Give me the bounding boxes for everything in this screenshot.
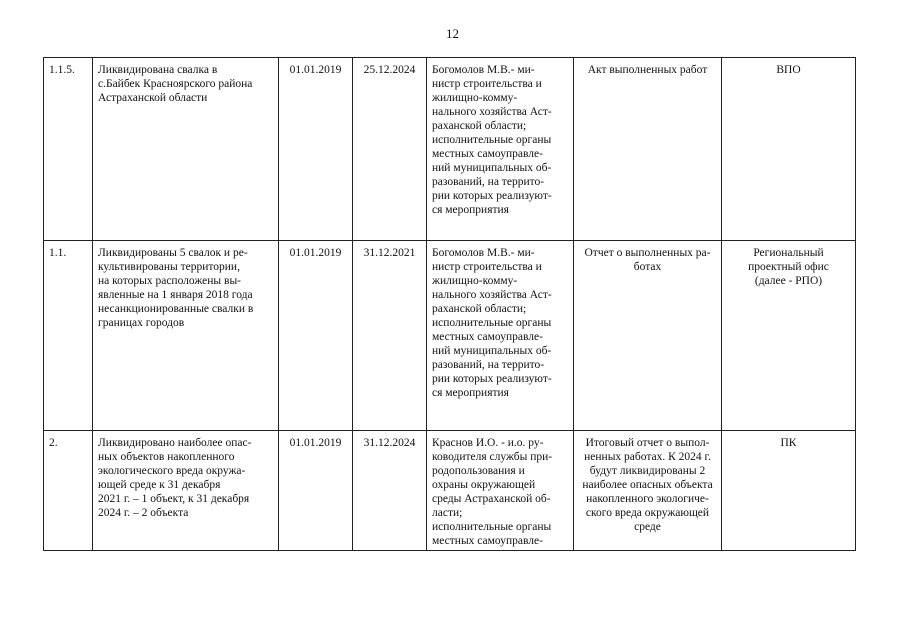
text-line: исполнительные органы bbox=[432, 134, 552, 146]
cell-start-date: 01.01.2019 bbox=[279, 58, 353, 241]
cell-responsible-text bbox=[432, 63, 568, 217]
cell-number: 1.1.5. bbox=[44, 58, 93, 241]
cell-level-text bbox=[727, 63, 850, 77]
cell-end-date: 31.12.2021 bbox=[353, 241, 427, 431]
cell-level bbox=[722, 431, 856, 551]
text-line: экологического вреда окружа- bbox=[98, 465, 246, 477]
cell-responsible-text bbox=[432, 246, 568, 400]
text-line: границах городов bbox=[98, 317, 185, 329]
text-line: местных самоуправле- bbox=[432, 535, 543, 547]
cell-result-text bbox=[579, 436, 716, 534]
table-row bbox=[44, 431, 856, 551]
cell-number: 1.1. bbox=[44, 241, 93, 431]
text-line: культивированы территории, bbox=[98, 261, 240, 273]
text-line: 2024 г. – 2 объекта bbox=[98, 507, 189, 519]
text-line: Ликвидированы 5 свалок и ре- bbox=[98, 247, 248, 259]
text-line: Региональный bbox=[753, 247, 824, 259]
text-line: проектный офис bbox=[748, 261, 829, 273]
text-line: нистр строительства и bbox=[432, 261, 542, 273]
text-line: рии которых реализуют- bbox=[432, 190, 552, 202]
text-line: жилищно-комму- bbox=[432, 92, 518, 104]
cell-level bbox=[722, 241, 856, 431]
text-line: раханской области; bbox=[432, 303, 527, 315]
text-line: Богомолов М.В.- ми- bbox=[432, 247, 535, 259]
text-line: на которых расположены вы- bbox=[98, 275, 242, 287]
text-line: рии которых реализуют- bbox=[432, 373, 552, 385]
cell-level-text bbox=[727, 246, 850, 288]
cell-level bbox=[722, 58, 856, 241]
text-line: исполнительные органы bbox=[432, 521, 552, 533]
cell-description bbox=[93, 241, 279, 431]
cell-result bbox=[574, 58, 722, 241]
text-line: нального хозяйства Аст- bbox=[432, 106, 552, 118]
text-line: с.Байбек Красноярского района bbox=[98, 78, 253, 90]
text-line: ласти; bbox=[432, 507, 463, 519]
cell-description-text bbox=[98, 63, 273, 105]
text-line: нального хозяйства Аст- bbox=[432, 289, 552, 301]
table-row bbox=[44, 58, 856, 241]
cell-description-text bbox=[98, 436, 273, 520]
text-line: среде bbox=[634, 521, 661, 533]
cell-start-date: 01.01.2019 bbox=[279, 241, 353, 431]
text-line: будут ликвидированы 2 bbox=[589, 465, 706, 477]
text-line: ных объектов накопленного bbox=[98, 451, 235, 463]
text-line: ПК bbox=[780, 437, 797, 449]
text-line: (далее - РПО) bbox=[754, 275, 823, 287]
text-line: ководителя службы при- bbox=[432, 451, 553, 463]
text-line: ющей среде к 31 декабря bbox=[98, 479, 221, 491]
cell-end-date: 25.12.2024 bbox=[353, 58, 427, 241]
cell-result bbox=[574, 431, 722, 551]
cell-description-text bbox=[98, 246, 273, 330]
text-line: охраны окружающей bbox=[432, 479, 536, 491]
plan-table bbox=[43, 57, 856, 551]
cell-end-date: 31.12.2024 bbox=[353, 431, 427, 551]
text-line: разований, на террито- bbox=[432, 176, 545, 188]
text-line: Итоговый отчет о выпол- bbox=[585, 437, 710, 449]
text-line: ся мероприятия bbox=[432, 204, 509, 216]
text-line: накопленного экологиче- bbox=[586, 493, 709, 505]
text-line: раханской области; bbox=[432, 120, 527, 132]
cell-start-date: 01.01.2019 bbox=[279, 431, 353, 551]
text-line: разований, на террито- bbox=[432, 359, 545, 371]
cell-responsible bbox=[427, 431, 574, 551]
text-line: ВПО bbox=[776, 64, 801, 76]
text-line: исполнительные органы bbox=[432, 317, 552, 329]
text-line: ского вреда окружающей bbox=[585, 507, 710, 519]
text-line: явленные на 1 января 2018 года bbox=[98, 289, 253, 301]
text-line: Ликвидировано наиболее опас- bbox=[98, 437, 252, 449]
cell-responsible bbox=[427, 241, 574, 431]
text-line: Астраханской области bbox=[98, 92, 208, 104]
text-line: Краснов И.О. - и.о. ру- bbox=[432, 437, 544, 449]
text-line: родопользования и bbox=[432, 465, 525, 477]
text-line: Ликвидирована свалка в bbox=[98, 64, 218, 76]
cell-responsible bbox=[427, 58, 574, 241]
cell-level-text bbox=[727, 436, 850, 450]
text-line: ся мероприятия bbox=[432, 387, 509, 399]
text-line: нистр строительства и bbox=[432, 78, 542, 90]
text-line: Отчет о выполненных ра- bbox=[584, 247, 711, 259]
text-line: несанкционированные свалки в bbox=[98, 303, 254, 315]
text-line: среды Астраханской об- bbox=[432, 493, 551, 505]
table-row bbox=[44, 241, 856, 431]
cell-result bbox=[574, 241, 722, 431]
cell-result-text bbox=[579, 63, 716, 77]
text-line: местных самоуправле- bbox=[432, 331, 543, 343]
text-line: местных самоуправле- bbox=[432, 148, 543, 160]
cell-description bbox=[93, 431, 279, 551]
cell-number: 2. bbox=[44, 431, 93, 551]
text-line: ний муниципальных об- bbox=[432, 162, 552, 174]
text-line: ботах bbox=[633, 261, 662, 273]
cell-responsible-text bbox=[432, 436, 568, 548]
text-line: наиболее опасных объекта bbox=[582, 479, 713, 491]
text-line: ний муниципальных об- bbox=[432, 345, 552, 357]
text-line: жилищно-комму- bbox=[432, 275, 518, 287]
text-line: Богомолов М.В.- ми- bbox=[432, 64, 535, 76]
text-line: 2021 г. – 1 объект, к 31 декабря bbox=[98, 493, 250, 505]
text-line: ненных работах. К 2024 г. bbox=[584, 451, 711, 463]
cell-description bbox=[93, 58, 279, 241]
text-line: Акт выполненных работ bbox=[587, 64, 708, 76]
cell-result-text bbox=[579, 246, 716, 274]
page-number: 12 bbox=[446, 26, 459, 41]
